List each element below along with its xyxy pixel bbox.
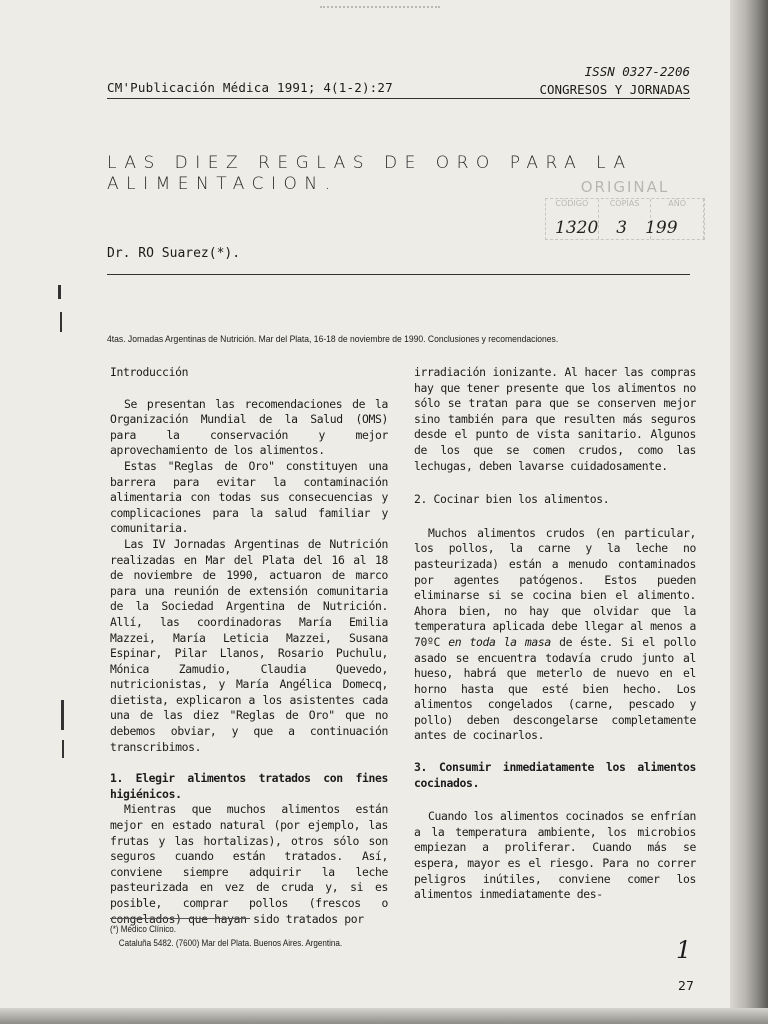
scan-edge-shadow	[730, 0, 768, 1024]
author: Dr. RO Suarez(*).	[107, 246, 241, 261]
section-label: CONGRESOS Y JORNADAS	[539, 82, 690, 97]
journal-citation: CM'Publicación Médica 1991; 4(1-2):27	[107, 80, 393, 95]
rule-2-text	[414, 526, 696, 744]
scan-artifact	[320, 6, 440, 18]
footnote	[110, 922, 480, 950]
rule-3-text: Cuando los alimentos cocinados se enfrían a la temperatura ambiente, los microbios empiezan a proliferar. Cuando más se espera, mayor es el riesgo. Para no correr peligros inútiles, conviene comer los alimentos inmediatamente des-	[414, 809, 696, 902]
rule-3-heading: 3. Consumir inmediatamente los alimentos cocinados.	[414, 760, 696, 790]
intro-paragraph-1: Se presentan las recomendaciones de la Organización Mundial de la Salud (OMS) para la conservación y mejor aprovechamiento de los alimentos.	[110, 396, 388, 458]
right-column	[414, 365, 696, 903]
stamp-year: 199	[645, 218, 678, 238]
conference-note: 4tas. Jornadas Argentinas de Nutrición. Mar del Plata, 16-18 de noviembre de 1990. Conclusiones y recomendaciones.	[107, 334, 559, 344]
stamp-col-year: AÑO	[651, 199, 704, 239]
rule-1-text: Mientras que muchos alimentos están mejor en estado natural (por ejemplo, las frutas y las hortalizas), otros sólo son seguros cuando están tratados. Así, conviene siempre adquirir la leche pasteurizada en vez de cruda y, si es posible, comprar pollos (frescos o congelados) que hayan sido tratados por	[110, 802, 388, 926]
rule-2-text-a: Muchos alimentos crudos (en particular, los pollos, la carne y la leche no pasteurizada) están a menudo contaminados por agentes patógenos. Estos pueden eliminarse si se cocina bien el alimento. Ahora bien, no hay que olvidar que la temperatura aplicada debe llegar al menos a 70ºC	[414, 525, 696, 649]
intro-paragraph-3: Las IV Jornadas Argentinas de Nutrición realizadas en Mar del Plata del 16 al 18 de noviembre de 1990, actuaron de marco para una reunión de extensión comunitaria de la Sociedad Argentina de Nutrición. Allí, las coordinadoras María Emilia Mazzei, María Leticia Mazzei, Susana Espinar, Pilar Llanos, Rosario Puchulu, Mónica Zamudio, Claudia Quevedo, nutricionistas, y María Angélica Domecq, dietista, explicaron a los asistentes cada una de las diez "Reglas de Oro" que no debemos obviar, y que a continuación transcribimos.	[110, 536, 388, 754]
rule-1-heading: 1. Elegir alimentos tratados con fines higiénicos.	[110, 771, 388, 801]
handwritten-page-mark: 1	[676, 936, 692, 964]
author-rule	[107, 274, 690, 275]
issn: ISSN 0327-2206	[584, 64, 690, 79]
title-line-2: ALIMENTACION.	[107, 174, 338, 194]
stamp-col-copies: COPIAS	[599, 199, 652, 239]
intro-heading: Introducción	[110, 365, 189, 379]
stamp-label: ORIGINAL	[580, 178, 670, 196]
margin-mark	[60, 312, 62, 332]
stamp-copies: 3	[616, 218, 628, 238]
footnote-line-1: (*) Médico Clínico.	[110, 924, 177, 934]
left-column	[110, 365, 388, 927]
stamp-code: 1320	[555, 218, 599, 238]
rule-1-continuation: irradiación ionizante. Al hacer las compras hay que tener presente que los alimentos no sólo se tratan para que se conserven mejor sino también para que resulten más seguros desde el punto de vista sanitario. Algunos de los que se comen crudos, como las lechugas, deben lavarse cuidadosamente.	[414, 365, 696, 473]
rule-2-italic: en toda la masa	[448, 634, 551, 649]
footnote-line-2: Cataluña 5482. (7600) Mar del Plata. Buenos Aires. Argentina.	[118, 938, 343, 948]
stamp-col-code: CÓDIGO	[546, 199, 599, 239]
footnote-rule	[110, 918, 250, 919]
margin-mark	[62, 740, 64, 758]
header-right	[539, 64, 690, 99]
intro-paragraph-2: Estas "Reglas de Oro" constituyen una barrera para evitar la contaminación alimentaria con todas sus consecuencias y complicaciones para la salud familiar y comunitaria.	[110, 458, 388, 536]
page-number: 27	[678, 978, 694, 993]
scan-edge-shadow-bottom	[0, 1008, 768, 1024]
margin-mark	[61, 700, 64, 730]
rule-2-text-b: de éste. Si el pollo asado se encuentra todavía crudo junto al hueso, habrá que meterlo de nuevo en el horno hasta que esté bien hecho. Los alimentos congelados (carne, pescado y pollo) deben descongelarse completamente antes de cocinarlos.	[414, 634, 696, 743]
rule-2-heading: 2. Cocinar bien los alimentos.	[414, 492, 610, 507]
title-line-1: LAS DIEZ REGLAS DE ORO PARA LA	[107, 153, 633, 173]
header-rule	[107, 98, 690, 99]
margin-mark	[58, 285, 61, 299]
stamp-handwritten-values	[555, 218, 715, 238]
